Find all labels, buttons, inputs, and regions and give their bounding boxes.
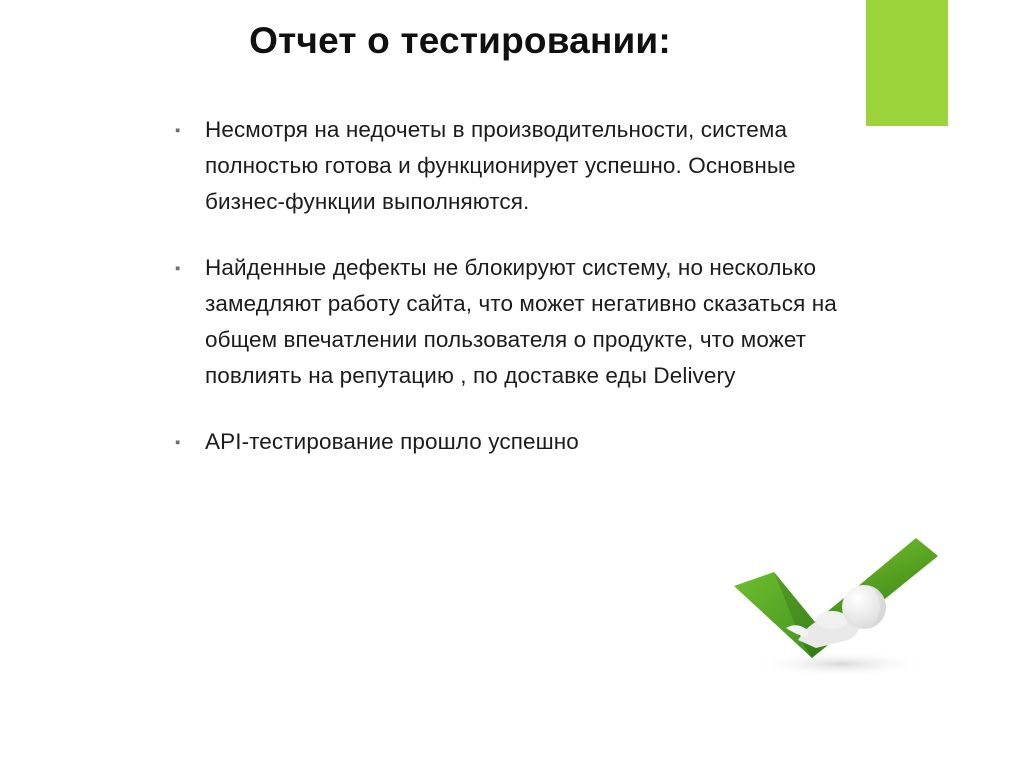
list-item xyxy=(175,112,865,220)
bullet-square-icon: ▪ xyxy=(175,434,181,451)
bullet-square-icon: ▪ xyxy=(175,260,181,277)
list-item xyxy=(175,424,865,461)
list-item-text: Несмотря на недочеты в производительности, система полностью готова и функционирует успешно. Основные бизнес-функции выполняются. xyxy=(205,117,796,214)
list-item-text: API-тестирование прошло успешно xyxy=(205,429,579,454)
list-item-text: Найденные дефекты не блокируют систему, но несколько замедляют работу сайта, что может негативно сказаться на общем впечатлении пользователя о продукте, что может повлиять на репутацию , по доставке еды Delivery xyxy=(205,255,837,388)
page-title: Отчет о тестировании: xyxy=(249,20,671,61)
bullet-list xyxy=(175,112,865,461)
bullet-square-icon: ▪ xyxy=(175,122,181,139)
accent-rectangle xyxy=(866,0,948,126)
green-checkmark-with-figure-icon xyxy=(716,512,966,687)
list-item xyxy=(175,250,865,394)
